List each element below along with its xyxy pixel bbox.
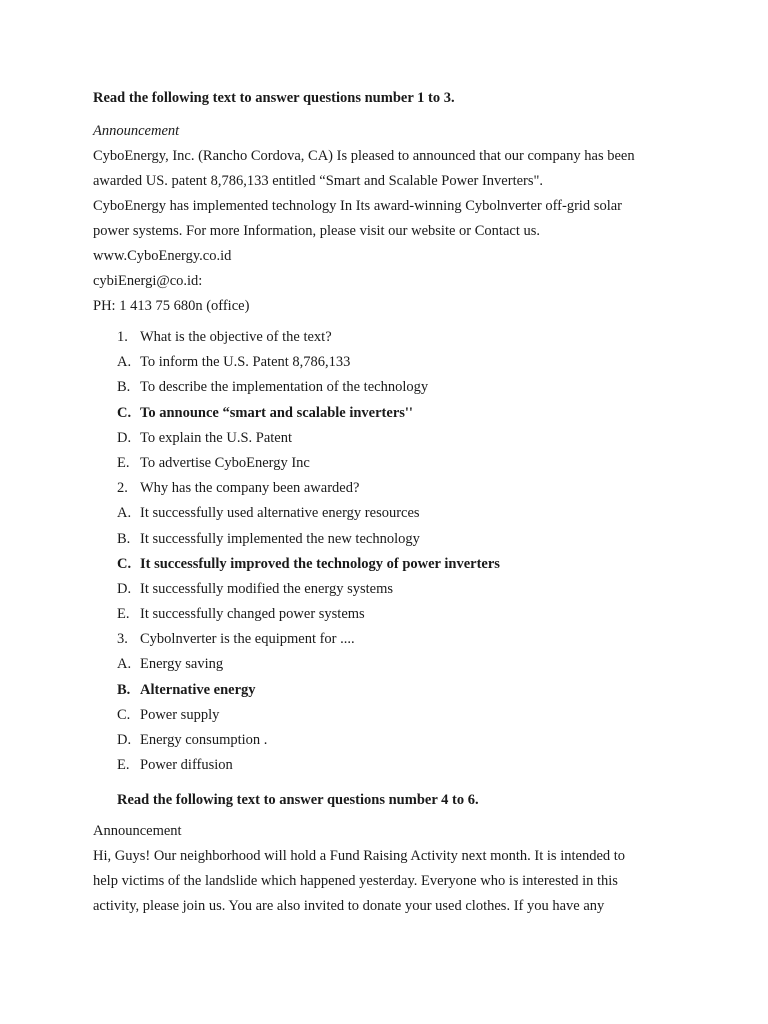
option-text: Power diffusion xyxy=(140,757,233,774)
website-text: www.CyboEnergy.co.id xyxy=(93,248,232,264)
option-1b xyxy=(117,375,693,400)
question-text: What is the objective of the text? xyxy=(140,329,332,345)
option-text: It successfully changed power systems xyxy=(140,606,365,623)
option-text: It successfully improved the technology of power inverters xyxy=(140,555,500,572)
paragraph-line: help victims of the landslide which happened yesterday. Everyone who is interested in this xyxy=(93,873,618,890)
option-2d xyxy=(117,577,693,602)
question-text: Cybolnverter is the equipment for .... xyxy=(140,631,355,648)
option-2c-answer xyxy=(117,552,693,577)
option-text: To announce “smart and scalable inverters'' xyxy=(140,404,413,421)
section-2-instruction: Read the following text to answer questions number 4 to 6. xyxy=(117,792,479,809)
option-1d xyxy=(117,426,693,451)
option-letter: E. xyxy=(117,606,130,623)
option-text: It successfully modified the energy systems xyxy=(140,580,394,597)
option-letter: B. xyxy=(117,530,131,547)
contact-block xyxy=(93,244,693,319)
option-text: To describe the implementation of the technology xyxy=(140,379,429,396)
option-letter: C. xyxy=(117,555,132,572)
email-text: cybiEnergi@co.id: xyxy=(93,273,203,289)
option-text: To explain the U.S. Patent xyxy=(140,429,293,446)
option-letter: C. xyxy=(117,404,132,421)
option-text: It successfully used alternative energy resources xyxy=(140,505,420,522)
paragraph-line: power systems. For more Information, please visit our website or Contact us. xyxy=(93,223,541,239)
option-text: Energy consumption . xyxy=(140,732,268,748)
option-text: Alternative energy xyxy=(140,681,256,698)
question-2 xyxy=(117,476,693,501)
paragraph-line: CyboEnergy, Inc. (Rancho Cordova, CA) Is pleased to announced that our company has been xyxy=(93,148,635,164)
option-letter: A. xyxy=(117,354,132,371)
option-letter: D. xyxy=(117,429,132,446)
option-letter: E. xyxy=(117,757,130,774)
paragraph-line: awarded US. patent 8,786,133 entitled “Smart and Scalable Power Inverters". xyxy=(93,173,544,189)
option-3c xyxy=(117,703,693,728)
option-2e xyxy=(117,602,693,627)
paragraph-line: activity, please join us. You are also invited to donate your used clothes. If you have any xyxy=(93,898,605,915)
section-2-announcement-label: Announcement xyxy=(93,823,182,840)
option-3d xyxy=(117,728,693,753)
paragraph-line: CyboEnergy has implemented technology In Its award-winning Cybolnverter off-grid solar xyxy=(93,198,622,214)
option-1a xyxy=(117,350,693,375)
question-number: 3. xyxy=(117,631,128,648)
option-letter: C. xyxy=(117,706,131,723)
option-letter: A. xyxy=(117,505,132,522)
section-2-announcement-body xyxy=(93,844,693,919)
option-letter: B. xyxy=(117,681,131,698)
option-1e xyxy=(117,451,693,476)
option-letter: D. xyxy=(117,580,132,597)
section-1-announcement-label: Announcement xyxy=(93,123,180,139)
option-text: Power supply xyxy=(140,706,220,723)
option-text: Energy saving xyxy=(140,656,224,673)
option-3e xyxy=(117,753,693,778)
option-text: To inform the U.S. Patent 8,786,133 xyxy=(140,354,351,371)
option-2b xyxy=(117,527,693,552)
question-text: Why has the company been awarded? xyxy=(140,480,360,497)
section-1-announcement-body xyxy=(93,144,693,244)
paragraph-line: Hi, Guys! Our neighborhood will hold a Fund Raising Activity next month. It is intended to xyxy=(93,848,626,865)
document-page xyxy=(93,86,693,919)
option-letter: E. xyxy=(117,454,130,471)
option-letter: D. xyxy=(117,732,132,748)
question-number: 2. xyxy=(117,480,128,497)
option-text: It successfully implemented the new technology xyxy=(140,530,420,547)
section-1-instruction: Read the following text to answer questions number 1 to 3. xyxy=(93,90,455,106)
question-list xyxy=(93,325,693,778)
option-letter: B. xyxy=(117,379,131,396)
option-letter: A. xyxy=(117,656,132,673)
option-1c-answer xyxy=(117,401,693,426)
question-number: 1. xyxy=(117,329,128,345)
question-1 xyxy=(117,325,693,350)
phone-text: PH: 1 413 75 680n (office) xyxy=(93,298,250,314)
option-3b-answer xyxy=(117,678,693,703)
option-text: To advertise CyboEnergy Inc xyxy=(140,454,310,471)
option-3a xyxy=(117,652,693,677)
question-3 xyxy=(117,627,693,652)
option-2a xyxy=(117,501,693,526)
